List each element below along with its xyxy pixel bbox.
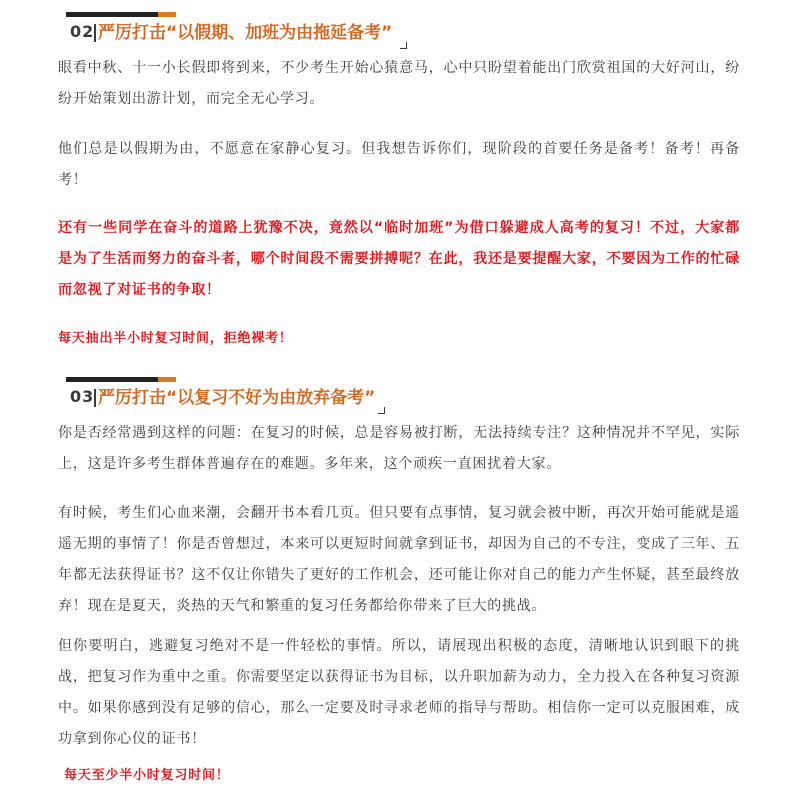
section-number: 02 xyxy=(70,22,95,41)
section-number: 03 xyxy=(70,387,95,406)
slogan-daily-review: 每天至少半小时复习时间！ xyxy=(64,768,230,783)
header-top-bar xyxy=(66,377,158,382)
header-divider xyxy=(94,389,96,407)
paragraph-encouragement: 但你要明白，逃避复习绝对不是一件轻松的事情。所以，请展现出积极的态度，清晰地认识到眼下的挑战，把复习作为重中之重。你需要坚定以获得证书为目标，以升职加薪为动力，全力投入在各种复习资源中。如果你感到没有足够的信心，那么一定要及时寻求老师的指导与帮助。相信你一定可以克服困难，成功拿到你心仪的证书！ xyxy=(58,638,740,747)
paragraph-holiday: 眼看中秋、十一小长假即将到来，不少考生开始心猿意马，心中只盼望着能出门欣赏祖国的大好河山，纷纷开始策划出游计划，而完全无心学习。 xyxy=(58,60,740,107)
section-02-header xyxy=(66,12,406,48)
header-top-bar xyxy=(66,12,158,17)
header-top-accent xyxy=(158,377,176,382)
slogan-half-hour: 每天抽出半小时复习时间，拒绝裸考！ xyxy=(58,331,293,346)
paragraph-holiday-excuse: 他们总是以假期为由，不愿意在家静心复习。但我想告诉你们，现阶段的首要任务是备考！备考！再备考！ xyxy=(58,141,740,188)
section-title: 严厉打击“以复习不好为由放弃备考” xyxy=(98,388,376,408)
section-title: 严厉打击“以假期、加班为由拖延备考” xyxy=(98,23,393,43)
paragraph-overtime-warning: 还有一些同学在奋斗的道路上犹豫不决，竟然以“临时加班”为借口躲避成人高考的复习！不过，大家都是为了生活而努力的奋斗者，哪个时间段不需要拼搏呢？在此，我还是要提醒大家，不要因为工作的忙碌而忽视了对证书的争取！ xyxy=(58,220,740,298)
header-corner-mark xyxy=(400,42,407,49)
header-corner-mark xyxy=(378,407,385,414)
paragraph-interruptions: 有时候，考生们心血来潮，会翻开书本看几页。但只要有点事情，复习就会被中断，再次开始可能就是遥遥无期的事情了！你是否曾想过，本来可以更短时间就拿到证书，却因为自己的不专注，变成了三年、五年都无法获得证书？这不仅让你错失了更好的工作机会，还可能让你对自己的能力产生怀疑，甚至最终放弃！现在是夏天，炎热的天气和繁重的复习任务都给你带来了巨大的挑战。 xyxy=(58,505,740,614)
header-divider xyxy=(94,24,96,42)
section-03-header xyxy=(66,377,406,413)
paragraph-focus-problem: 你是否经常遇到这样的问题：在复习的时候，总是容易被打断，无法持续专注？这种情况并不罕见，实际上，这是许多考生群体普遍存在的难题。多年来，这个顽疾一直困扰着大家。 xyxy=(58,425,740,472)
header-top-accent xyxy=(158,12,176,17)
